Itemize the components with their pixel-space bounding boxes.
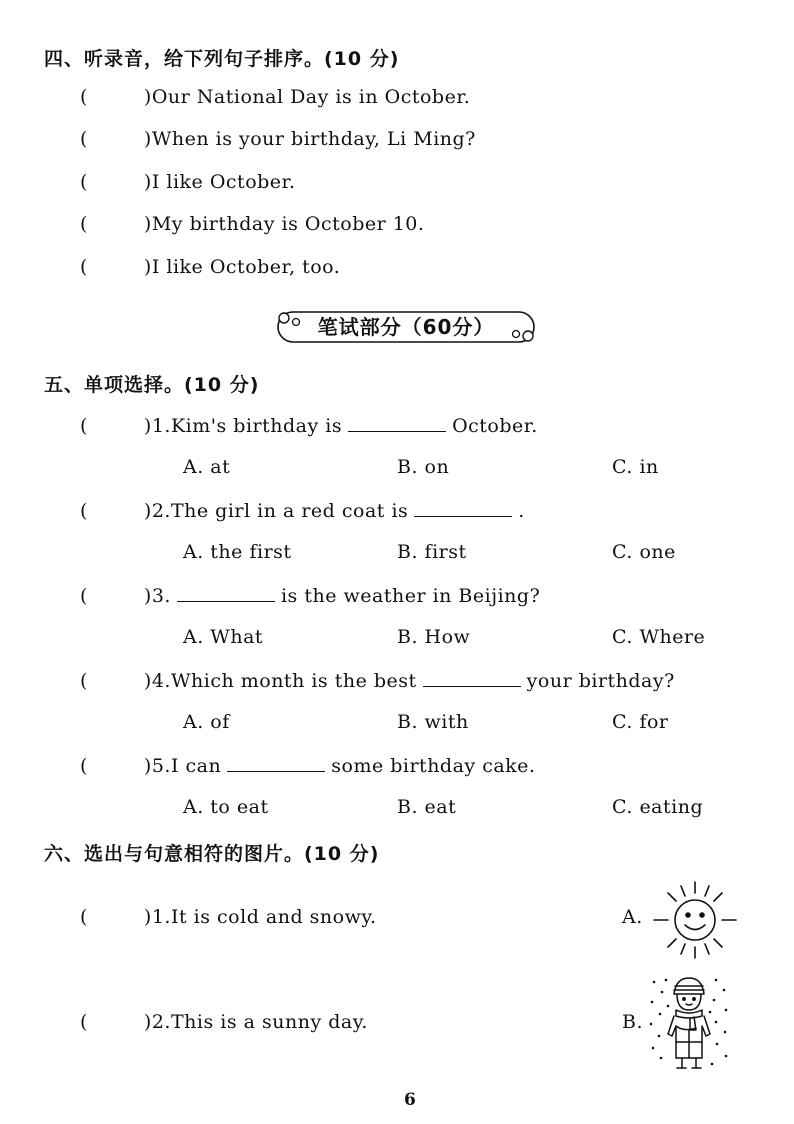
- option-a[interactable]: A. What: [183, 626, 264, 648]
- answer-paren-open[interactable]: (: [80, 415, 88, 437]
- option-a[interactable]: A. of: [183, 711, 230, 733]
- question-text-after: is the weather in Beijing?: [280, 585, 541, 607]
- sentence-text: Our National Day is in October.: [151, 86, 471, 108]
- question-text-before: Kim's birthday is: [170, 415, 343, 437]
- question-number: 5.: [151, 755, 171, 777]
- question-row: [80, 753, 535, 777]
- answer-paren-open[interactable]: (: [80, 755, 88, 777]
- option-b[interactable]: B. on: [397, 456, 450, 478]
- snow-person-icon[interactable]: [646, 972, 732, 1072]
- match-item: [80, 906, 377, 928]
- question-text-before: Which month is the best: [170, 670, 417, 692]
- answer-paren-close: ): [143, 415, 152, 437]
- fill-blank[interactable]: [177, 583, 275, 602]
- option-c[interactable]: C. eating: [612, 796, 704, 818]
- section4-heading: 四、听录音，给下列句子排序。(10 分): [44, 48, 400, 70]
- answer-paren-close: ): [143, 213, 152, 235]
- question-text-after: your birthday?: [526, 670, 675, 692]
- answer-paren-close: ): [143, 906, 152, 928]
- item-text: This is a sunny day.: [170, 1011, 368, 1033]
- item-text: It is cold and snowy.: [170, 906, 377, 928]
- question-number: 2.: [151, 500, 171, 522]
- answer-paren-close: ): [143, 171, 152, 193]
- item-number: 1.: [151, 906, 171, 928]
- option-a[interactable]: A. the first: [183, 541, 292, 563]
- question-row: [80, 668, 675, 692]
- question-number: 3.: [151, 585, 171, 607]
- answer-paren-close: ): [143, 128, 152, 150]
- answer-paren-open[interactable]: (: [80, 906, 88, 928]
- option-c[interactable]: C. one: [612, 541, 676, 563]
- option-b[interactable]: B. How: [397, 626, 471, 648]
- list-item: [80, 128, 476, 150]
- question-text-after: October.: [452, 415, 538, 437]
- page-number: 6: [404, 1090, 416, 1110]
- fill-blank[interactable]: [348, 413, 446, 432]
- answer-paren-close: ): [143, 500, 152, 522]
- answer-paren-close: ): [143, 86, 152, 108]
- question-text-before: The girl in a red coat is: [170, 500, 409, 522]
- fill-blank[interactable]: [227, 753, 325, 772]
- answer-paren-open[interactable]: (: [80, 1011, 88, 1033]
- question-number: 4.: [151, 670, 171, 692]
- answer-paren-open[interactable]: (: [80, 213, 88, 235]
- question-row: [80, 498, 525, 522]
- item-number: 2.: [151, 1011, 171, 1033]
- answer-paren-close: ): [143, 1011, 152, 1033]
- answer-paren-open[interactable]: (: [80, 128, 88, 150]
- option-a[interactable]: A. at: [183, 456, 231, 478]
- option-a[interactable]: A. to eat: [183, 796, 269, 818]
- list-item: [80, 171, 296, 193]
- sentence-text: I like October, too.: [151, 256, 341, 278]
- option-b[interactable]: B. with: [397, 711, 469, 733]
- picture-label-b: B.: [622, 1011, 644, 1033]
- question-row: [80, 413, 538, 437]
- section6-heading: 六、选出与句意相符的图片。(10 分): [44, 843, 380, 865]
- answer-paren-open[interactable]: (: [80, 585, 88, 607]
- answer-paren-close: ): [143, 585, 152, 607]
- match-item: [80, 1011, 368, 1033]
- sun-icon[interactable]: [650, 878, 740, 962]
- option-c[interactable]: C. in: [612, 456, 659, 478]
- question-number: 1.: [151, 415, 171, 437]
- list-item: [80, 256, 340, 278]
- option-b[interactable]: B. eat: [397, 796, 457, 818]
- fill-blank[interactable]: [423, 668, 521, 687]
- option-c[interactable]: C. Where: [612, 626, 706, 648]
- answer-paren-close: ): [143, 256, 152, 278]
- list-item: [80, 86, 470, 108]
- question-row: [80, 583, 540, 607]
- option-c[interactable]: C. for: [612, 711, 669, 733]
- answer-paren-open[interactable]: (: [80, 500, 88, 522]
- answer-paren-close: ): [143, 755, 152, 777]
- question-text-before: I can: [170, 755, 222, 777]
- answer-paren-open[interactable]: (: [80, 256, 88, 278]
- sentence-text: When is your birthday, Li Ming?: [151, 128, 476, 150]
- list-item: [80, 213, 424, 235]
- sentence-text: I like October.: [151, 171, 296, 193]
- written-part-banner: [272, 308, 540, 346]
- section5-heading: 五、单项选择。(10 分): [44, 374, 260, 396]
- question-text-after: some birthday cake.: [331, 755, 536, 777]
- answer-paren-open[interactable]: (: [80, 670, 88, 692]
- sentence-text: My birthday is October 10.: [151, 213, 425, 235]
- answer-paren-open[interactable]: (: [80, 86, 88, 108]
- fill-blank[interactable]: [414, 498, 512, 517]
- question-text-after: .: [518, 500, 525, 522]
- picture-label-a: A.: [622, 906, 643, 928]
- answer-paren-open[interactable]: (: [80, 171, 88, 193]
- answer-paren-close: ): [143, 670, 152, 692]
- option-b[interactable]: B. first: [397, 541, 467, 563]
- banner-label: 笔试部分（60分）: [317, 315, 495, 339]
